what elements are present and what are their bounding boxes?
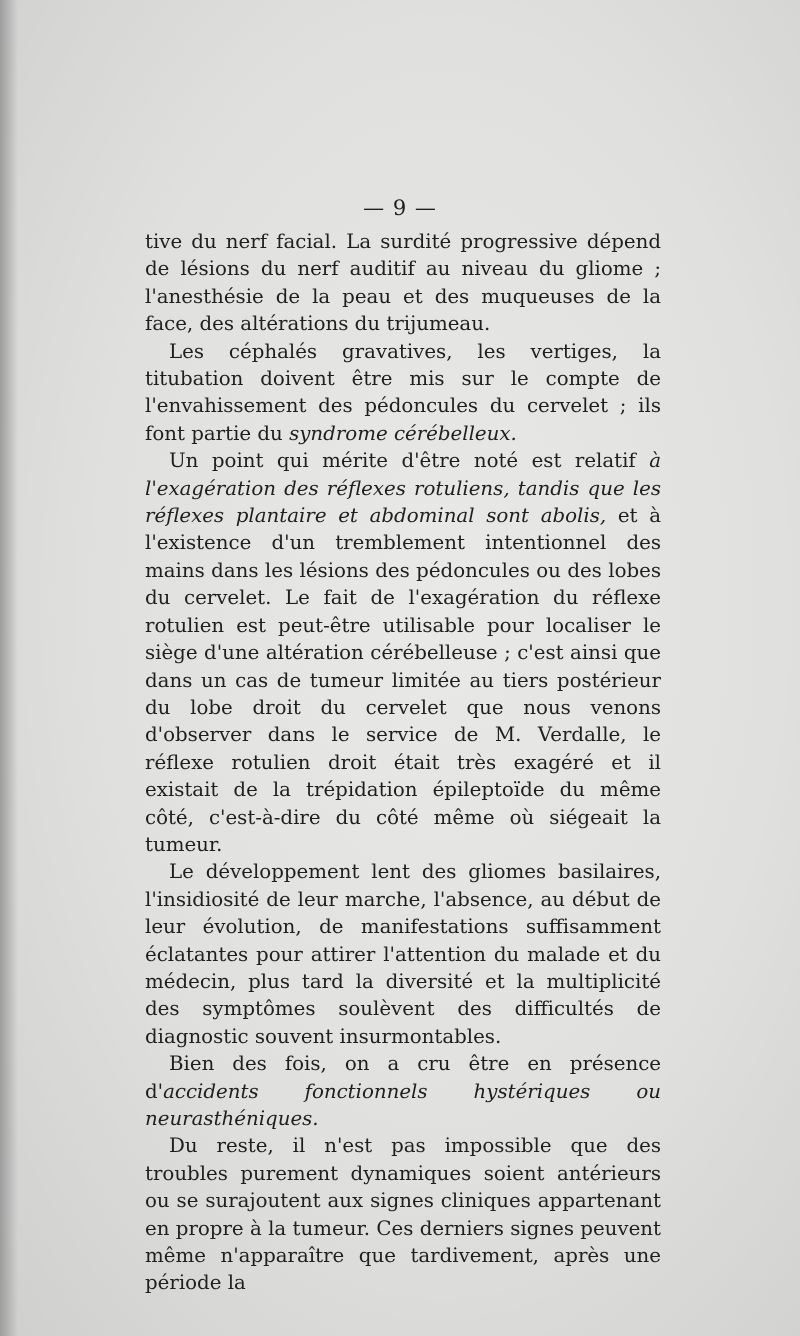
paragraph-p3: [145, 447, 661, 858]
text-segment: Un point qui mérite d'être noté est relatif: [169, 449, 650, 473]
text-segment: tive du nerf facial. La surdité progressive dépend de lésions du nerf auditif au niveau du gliome ; l'anesthésie de la peau et des muqueuses de la face, des altérations du trijumeau.: [145, 230, 661, 336]
paragraph-p4: [145, 858, 661, 1050]
text-segment: Les céphalés gravatives, les vertiges, la titubation doivent être mis sur le compte de l'envahissement des pédoncules du cervelet ; ils font partie du: [145, 339, 661, 445]
paragraph-p1: [145, 228, 661, 338]
italic-text-segment: accidents fonctionnels hystériques ou neurasthéniques.: [145, 1079, 661, 1130]
text-segment: et à l'existence d'un tremblement intentionnel des mains dans les lésions des pédoncules ou des lobes du cervelet. Le fait de l'exagération du réflexe rotulien est peut-être utilisable pour localiser le siège d'une altération cérébelleuse ; c'est ainsi que dans un cas de tumeur limitée au tiers postérieur du lobe droit du cervelet que nous venons d'observer dans le service de M. Verdalle, le réflexe rotulien droit était très exagéré et il existait de la trépidation épileptoïde du même côté, c'est-à-dire du côté même où siégeait la tumeur.: [145, 504, 661, 856]
paragraph-p6: [145, 1132, 661, 1296]
page-number: — 9 —: [363, 196, 437, 220]
text-segment: Le développement lent des gliomes basilaires, l'insidiosité de leur marche, l'absence, au début de leur évolution, de manifestations suffisamment éclatantes pour attirer l'attention du malade et du médecin, plus tard la diversité et la multiplicité des symptômes soulèvent des difficultés de diagnostic souvent insurmontables.: [145, 860, 661, 1048]
italic-text-segment: à l'exagération des réflexes rotuliens, tandis que les réflexes plantaire et abdominal sont abolis,: [145, 449, 661, 528]
text-segment: Bien des fois, on a cru être en présence d': [145, 1052, 661, 1103]
paragraph-p5: [145, 1050, 661, 1132]
paragraph-p2: [145, 338, 661, 448]
italic-text-segment: syndrome cérébelleux.: [289, 421, 517, 445]
text-segment: Du reste, il n'est pas impossible que des troubles purement dynamiques soient antérieurs ou se surajoutent aux signes cliniques appartenant en propre à la tumeur. Ces derniers signes peuvent même n'apparaître que tardivement, après une période la: [145, 1134, 661, 1295]
body-text: [145, 228, 661, 1297]
